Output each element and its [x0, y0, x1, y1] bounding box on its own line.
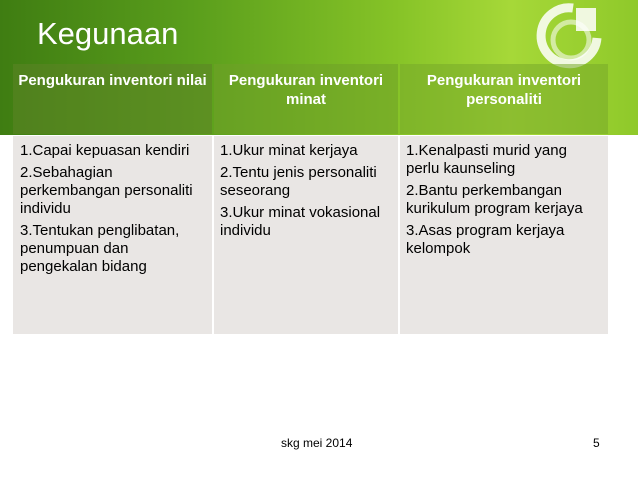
usage-table: [13, 64, 608, 334]
table-cell-minat: [214, 136, 398, 334]
table-header-personaliti: Pengukuran inventori personaliti: [400, 64, 608, 134]
list-item: 1.Capai kepuasan kendiri: [20, 142, 190, 159]
list-item: 2.Bantu perkembangan kurikulum program kerjaya: [406, 182, 583, 217]
list-item: 3.Tentukan penglibatan, penumpuan dan pengekalan bidang: [20, 222, 180, 275]
list-item: 2.Tentu jenis personaliti seseorang: [220, 164, 377, 199]
list-item: 2.Sebahagian perkembangan personaliti individu: [20, 164, 193, 217]
table-cell-nilai: [13, 136, 212, 334]
footer-text: skg mei 2014: [281, 436, 353, 450]
list-item: 1.Kenalpasti murid yang perlu kaunseling: [406, 142, 567, 177]
list-item: 3.Asas program kerjaya kelompok: [406, 222, 565, 257]
slide-footer: [0, 436, 638, 456]
list-item: 1.Ukur minat kerjaya: [220, 142, 358, 159]
table-cell-personaliti: [400, 136, 608, 334]
logo-icon: [505, 0, 610, 72]
page-number: 5: [593, 436, 600, 450]
table-header-nilai: Pengukuran inventori nilai: [13, 64, 212, 134]
list-item: 3.Ukur minat vokasional individu: [220, 204, 381, 239]
slide-title: Kegunaan: [37, 16, 179, 51]
table-header-minat: Pengukuran inventori minat: [214, 64, 398, 134]
